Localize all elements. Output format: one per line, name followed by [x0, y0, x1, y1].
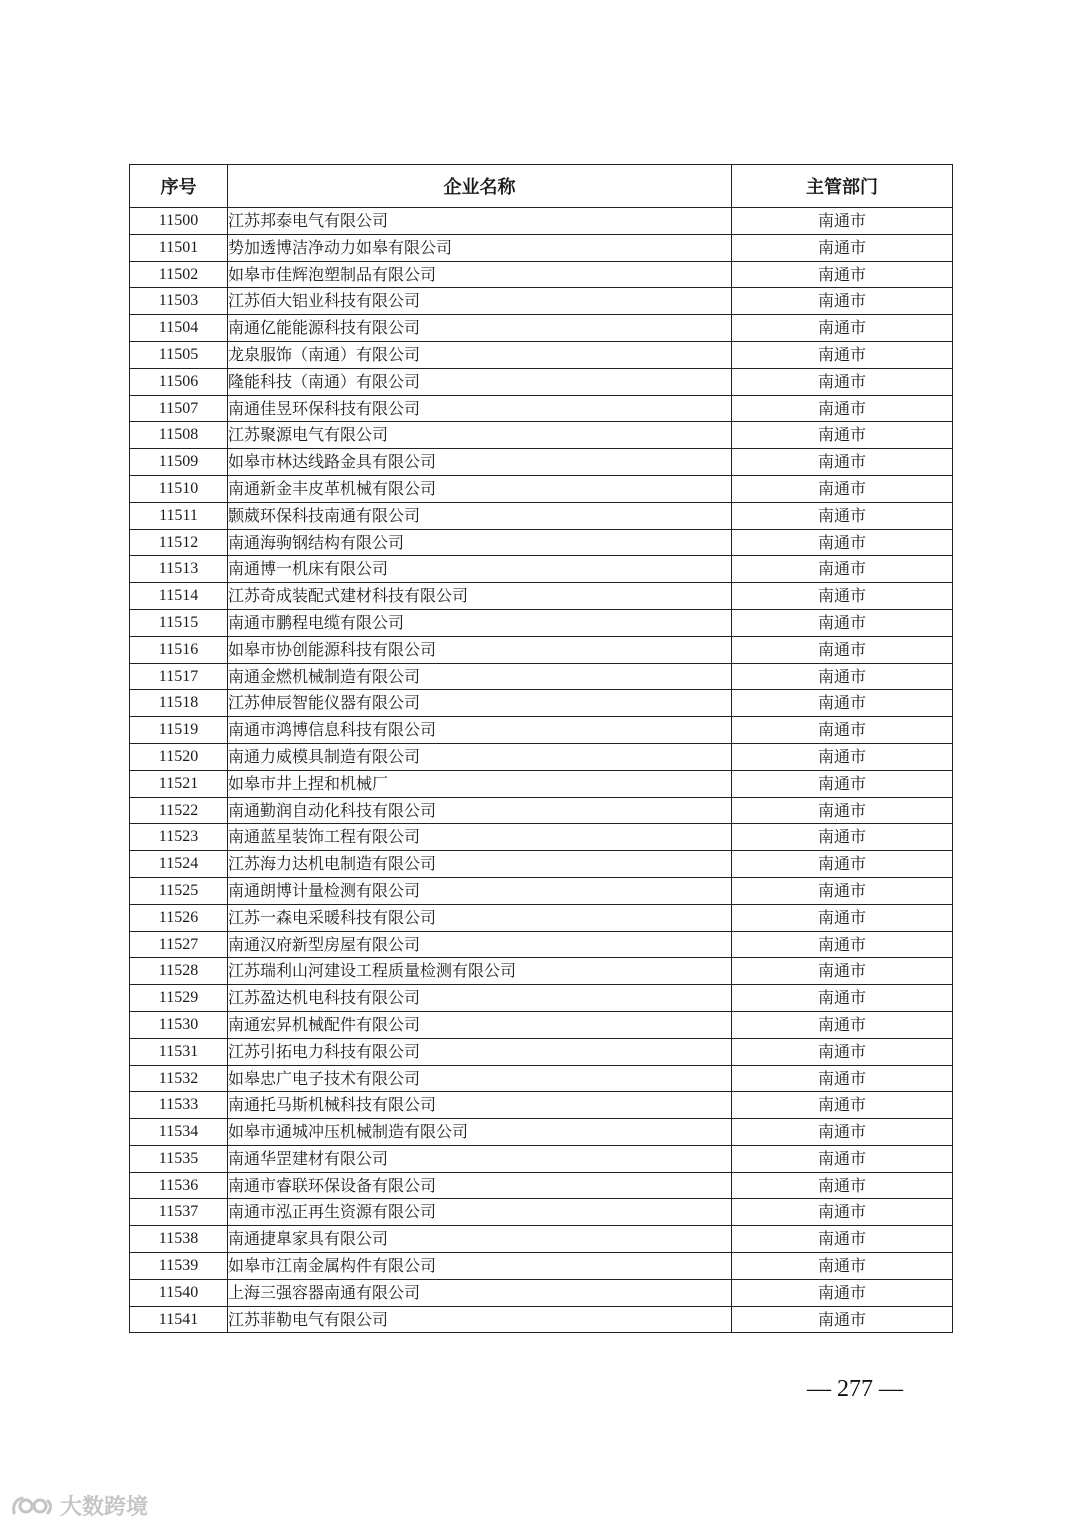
serial-number-cell: 11519: [130, 717, 228, 744]
serial-number-cell: 11539: [130, 1253, 228, 1280]
enterprise-name-cell: 如皋市井上捏和机械厂: [228, 770, 732, 797]
enterprise-name-cell: 南通博一机床有限公司: [228, 556, 732, 583]
table-row: [130, 449, 953, 476]
table-row: [130, 1119, 953, 1146]
header-department: 主管部门: [732, 165, 953, 208]
header-enterprise-name: 企业名称: [228, 165, 732, 208]
table-row: [130, 341, 953, 368]
table-row: [130, 261, 953, 288]
enterprise-name-cell: 南通金燃机械制造有限公司: [228, 663, 732, 690]
serial-number-cell: 11505: [130, 341, 228, 368]
table-row: [130, 1172, 953, 1199]
department-cell: 南通市: [732, 717, 953, 744]
serial-number-cell: 11507: [130, 395, 228, 422]
table-row: [130, 931, 953, 958]
table-header: [130, 165, 953, 208]
serial-number-cell: 11537: [130, 1199, 228, 1226]
department-cell: 南通市: [732, 1145, 953, 1172]
department-cell: 南通市: [732, 797, 953, 824]
enterprise-name-cell: 南通亿能能源科技有限公司: [228, 315, 732, 342]
enterprise-name-cell: 江苏一森电采暖科技有限公司: [228, 904, 732, 931]
department-cell: 南通市: [732, 770, 953, 797]
serial-number-cell: 11524: [130, 851, 228, 878]
department-cell: 南通市: [732, 958, 953, 985]
department-cell: 南通市: [732, 609, 953, 636]
department-cell: 南通市: [732, 583, 953, 610]
table-row: [130, 529, 953, 556]
serial-number-cell: 11501: [130, 234, 228, 261]
serial-number-cell: 11541: [130, 1306, 228, 1333]
table-row: [130, 1253, 953, 1280]
department-cell: 南通市: [732, 1092, 953, 1119]
serial-number-cell: 11520: [130, 743, 228, 770]
serial-number-cell: 11504: [130, 315, 228, 342]
serial-number-cell: 11508: [130, 422, 228, 449]
enterprise-name-cell: 南通力威模具制造有限公司: [228, 743, 732, 770]
enterprise-name-cell: 南通宏昇机械配件有限公司: [228, 1011, 732, 1038]
department-cell: 南通市: [732, 1065, 953, 1092]
serial-number-cell: 11515: [130, 609, 228, 636]
serial-number-cell: 11527: [130, 931, 228, 958]
department-cell: 南通市: [732, 208, 953, 235]
department-cell: 南通市: [732, 690, 953, 717]
table-row: [130, 208, 953, 235]
enterprise-name-cell: 南通市鸿博信息科技有限公司: [228, 717, 732, 744]
department-cell: 南通市: [732, 368, 953, 395]
department-cell: 南通市: [732, 904, 953, 931]
serial-number-cell: 11502: [130, 261, 228, 288]
serial-number-cell: 11525: [130, 877, 228, 904]
table-row: [130, 690, 953, 717]
serial-number-cell: 11516: [130, 636, 228, 663]
enterprise-name-cell: 南通托马斯机械科技有限公司: [228, 1092, 732, 1119]
department-cell: 南通市: [732, 1253, 953, 1280]
serial-number-cell: 11533: [130, 1092, 228, 1119]
enterprise-name-cell: 如皋市协创能源科技有限公司: [228, 636, 732, 663]
department-cell: 南通市: [732, 743, 953, 770]
serial-number-cell: 11503: [130, 288, 228, 315]
enterprise-name-cell: 南通朗博计量检测有限公司: [228, 877, 732, 904]
enterprise-name-cell: 隆能科技（南通）有限公司: [228, 368, 732, 395]
department-cell: 南通市: [732, 234, 953, 261]
department-cell: 南通市: [732, 1011, 953, 1038]
serial-number-cell: 11529: [130, 985, 228, 1012]
table-row: [130, 1065, 953, 1092]
serial-number-cell: 11506: [130, 368, 228, 395]
table-row: [130, 395, 953, 422]
department-cell: 南通市: [732, 502, 953, 529]
enterprise-name-cell: 上海三强容器南通有限公司: [228, 1279, 732, 1306]
enterprise-name-cell: 江苏引拓电力科技有限公司: [228, 1038, 732, 1065]
enterprise-name-cell: 江苏奇成装配式建材科技有限公司: [228, 583, 732, 610]
serial-number-cell: 11500: [130, 208, 228, 235]
enterprise-name-cell: 南通捷臯家具有限公司: [228, 1226, 732, 1253]
watermark-logo-icon: [10, 1493, 54, 1519]
table-row: [130, 502, 953, 529]
department-cell: 南通市: [732, 1199, 953, 1226]
enterprise-name-cell: 南通勤润自动化科技有限公司: [228, 797, 732, 824]
enterprise-name-cell: 江苏邦泰电气有限公司: [228, 208, 732, 235]
serial-number-cell: 11535: [130, 1145, 228, 1172]
enterprise-name-cell: 南通市鹏程电缆有限公司: [228, 609, 732, 636]
serial-number-cell: 11531: [130, 1038, 228, 1065]
department-cell: 南通市: [732, 824, 953, 851]
enterprise-name-cell: 龙泉服饰（南通）有限公司: [228, 341, 732, 368]
serial-number-cell: 11522: [130, 797, 228, 824]
table-row: [130, 958, 953, 985]
serial-number-cell: 11528: [130, 958, 228, 985]
watermark: [10, 1490, 148, 1521]
enterprise-name-cell: 江苏盈达机电科技有限公司: [228, 985, 732, 1012]
page-number: — 277 —: [807, 1376, 903, 1402]
table-row: [130, 315, 953, 342]
table-row: [130, 904, 953, 931]
department-cell: 南通市: [732, 851, 953, 878]
serial-number-cell: 11511: [130, 502, 228, 529]
table-row: [130, 824, 953, 851]
serial-number-cell: 11538: [130, 1226, 228, 1253]
department-cell: 南通市: [732, 341, 953, 368]
department-cell: 南通市: [732, 663, 953, 690]
serial-number-cell: 11518: [130, 690, 228, 717]
department-cell: 南通市: [732, 315, 953, 342]
table-row: [130, 985, 953, 1012]
serial-number-cell: 11523: [130, 824, 228, 851]
enterprise-name-cell: 南通华罡建材有限公司: [228, 1145, 732, 1172]
enterprise-name-cell: 江苏海力达机电制造有限公司: [228, 851, 732, 878]
table-row: [130, 1199, 953, 1226]
table-row: [130, 770, 953, 797]
enterprise-name-cell: 南通市泓正再生资源有限公司: [228, 1199, 732, 1226]
department-cell: 南通市: [732, 985, 953, 1012]
department-cell: 南通市: [732, 288, 953, 315]
serial-number-cell: 11534: [130, 1119, 228, 1146]
table-row: [130, 422, 953, 449]
serial-number-cell: 11509: [130, 449, 228, 476]
enterprise-name-cell: 如皋市通城冲压机械制造有限公司: [228, 1119, 732, 1146]
enterprise-name-cell: 江苏菲勒电气有限公司: [228, 1306, 732, 1333]
table-row: [130, 556, 953, 583]
table-row: [130, 609, 953, 636]
department-cell: 南通市: [732, 261, 953, 288]
table-row: [130, 851, 953, 878]
enterprise-name-cell: 江苏瑞利山河建设工程质量检测有限公司: [228, 958, 732, 985]
table-row: [130, 368, 953, 395]
enterprise-name-cell: 如皋市佳辉泡塑制品有限公司: [228, 261, 732, 288]
enterprise-name-cell: 江苏佰大铝业科技有限公司: [228, 288, 732, 315]
table-row: [130, 1226, 953, 1253]
table-row: [130, 288, 953, 315]
table-row: [130, 1279, 953, 1306]
department-cell: 南通市: [732, 475, 953, 502]
table-row: [130, 797, 953, 824]
table-row: [130, 1038, 953, 1065]
enterprise-name-cell: 南通市睿联环保设备有限公司: [228, 1172, 732, 1199]
department-cell: 南通市: [732, 877, 953, 904]
department-cell: 南通市: [732, 449, 953, 476]
enterprise-name-cell: 南通海驹钢结构有限公司: [228, 529, 732, 556]
department-cell: 南通市: [732, 422, 953, 449]
enterprise-name-cell: 势加透博洁净动力如皋有限公司: [228, 234, 732, 261]
table-row: [130, 877, 953, 904]
enterprise-name-cell: 江苏聚源电气有限公司: [228, 422, 732, 449]
table-body: [130, 208, 953, 1333]
table-row: [130, 234, 953, 261]
table-row: [130, 475, 953, 502]
serial-number-cell: 11510: [130, 475, 228, 502]
serial-number-cell: 11526: [130, 904, 228, 931]
table-row: [130, 1145, 953, 1172]
enterprise-name-cell: 如皋忠广电子技术有限公司: [228, 1065, 732, 1092]
enterprise-name-cell: 南通汉府新型房屋有限公司: [228, 931, 732, 958]
department-cell: 南通市: [732, 1306, 953, 1333]
table-row: [130, 583, 953, 610]
header-row: [130, 165, 953, 208]
serial-number-cell: 11530: [130, 1011, 228, 1038]
department-cell: 南通市: [732, 556, 953, 583]
department-cell: 南通市: [732, 1119, 953, 1146]
enterprise-name-cell: 颢葳环保科技南通有限公司: [228, 502, 732, 529]
serial-number-cell: 11517: [130, 663, 228, 690]
header-serial-number: 序号: [130, 165, 228, 208]
serial-number-cell: 11532: [130, 1065, 228, 1092]
enterprise-name-cell: 南通佳昱环保科技有限公司: [228, 395, 732, 422]
serial-number-cell: 11536: [130, 1172, 228, 1199]
table-row: [130, 717, 953, 744]
department-cell: 南通市: [732, 1172, 953, 1199]
watermark-text: 大数跨境: [60, 1495, 149, 1520]
department-cell: 南通市: [732, 931, 953, 958]
table-row: [130, 743, 953, 770]
serial-number-cell: 11540: [130, 1279, 228, 1306]
enterprise-name-cell: 如皋市江南金属构件有限公司: [228, 1253, 732, 1280]
department-cell: 南通市: [732, 1226, 953, 1253]
enterprise-name-cell: 南通蓝星装饰工程有限公司: [228, 824, 732, 851]
department-cell: 南通市: [732, 529, 953, 556]
enterprise-name-cell: 江苏伸辰智能仪器有限公司: [228, 690, 732, 717]
table-row: [130, 663, 953, 690]
serial-number-cell: 11512: [130, 529, 228, 556]
table-row: [130, 1011, 953, 1038]
department-cell: 南通市: [732, 636, 953, 663]
enterprise-name-cell: 南通新金丰皮革机械有限公司: [228, 475, 732, 502]
table-row: [130, 636, 953, 663]
table-row: [130, 1092, 953, 1119]
department-cell: 南通市: [732, 395, 953, 422]
enterprise-name-cell: 如皋市林达线路金具有限公司: [228, 449, 732, 476]
department-cell: 南通市: [732, 1038, 953, 1065]
table-row: [130, 1306, 953, 1333]
enterprise-table: [129, 164, 953, 1333]
serial-number-cell: 11513: [130, 556, 228, 583]
department-cell: 南通市: [732, 1279, 953, 1306]
serial-number-cell: 11521: [130, 770, 228, 797]
serial-number-cell: 11514: [130, 583, 228, 610]
